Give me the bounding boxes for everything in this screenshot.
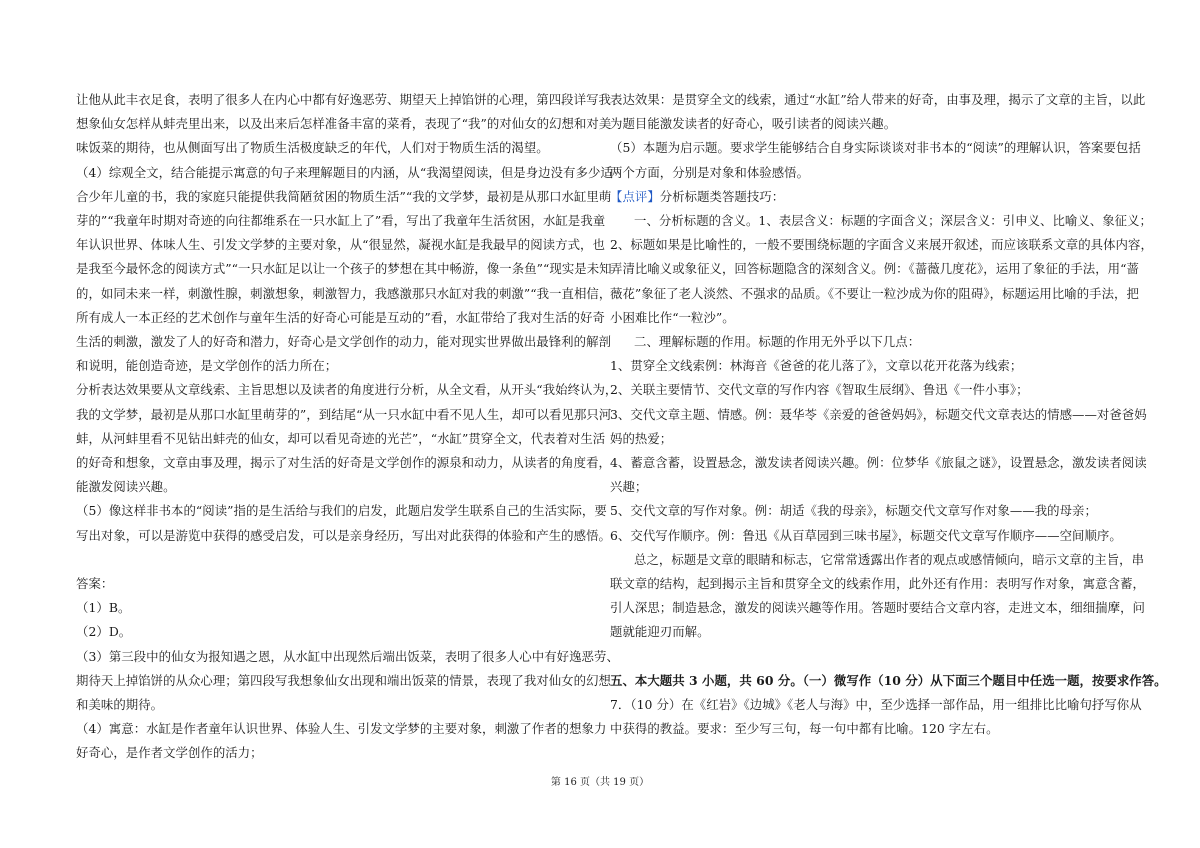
text-line: 薇花”象征了老人淡然、不强求的品质。《不要让一粒沙成为你的阻碍》，标题运用比喻的手法，把 <box>610 285 1139 301</box>
answer-line: （1）B。 <box>76 600 131 616</box>
text-line: 的好奇和想象，文章由事及理，揭示了对生活的好奇是文学创作的源泉和动力，从读者的角度看， <box>76 455 611 471</box>
text-line: 蚌，从河蚌里看不见钻出蚌壳的仙女，却可以看见奇迹的光芒”，“水缸”贯穿全文，代表着对生活 <box>76 430 606 446</box>
list-item: 6、交代写作顺序。例：鲁迅《从百草园到三味书屋》，标题交代文章写作顺序——空间顺序。 <box>610 527 1122 543</box>
text-line: 写出对象，可以是游览中获得的感受启发，可以是亲身经历，写出对此获得的体验和产生的感悟。 <box>76 527 611 543</box>
text-line: 是我至今最怀念的阅读方式”“一只水缸足以让一个孩子的梦想在其中畅游，像一条鱼”“现实是未知 <box>76 261 612 277</box>
section-heading: 二、理解标题的作用。标题的作用无外乎以下几点： <box>634 334 921 350</box>
text-line: 年认识世界、体味人生、引发文学梦的主要对象，从“很显然，凝视水缸是我最早的阅读方式，也 <box>76 237 605 253</box>
text-line: 两个方面，分别是对象和体验感悟。 <box>610 164 810 180</box>
review-tag: 【点评】 <box>610 188 660 204</box>
answer-label: 答案： <box>76 576 114 592</box>
text-line: 和说明，能创造奇迹，是文学创作的活力所在； <box>76 358 338 374</box>
text-line: 芽的”“我童年时期对奇迹的向往都维系在一只水缸上了”看，写出了我童年生活贫困，水缸是我童 <box>76 213 606 229</box>
text-line: 能激发阅读兴趣。 <box>76 479 176 495</box>
text-line: 分析表达效果要从文章线索、主旨思想以及读者的角度进行分析，从全文看，从开头“我始终认为， <box>76 382 618 398</box>
answer-line: 和美味的期待。 <box>76 697 164 713</box>
review-line <box>610 185 1130 209</box>
text-line: 合少年儿童的书，我的家庭只能提供我简陋贫困的物质生活”“我的文学梦，最初是从那口水缸里萌 <box>76 188 612 204</box>
text-line: 为题目能激发读者的好奇心，吸引读者的阅读兴趣。 <box>610 116 897 132</box>
list-item: 4、蓄意含蓄，设置悬念，激发读者阅读兴趣。例：位梦华《旅鼠之谜》，设置悬念，激发读者阅读 <box>610 455 1147 471</box>
text-line: 的，如同未来一样，刺激性腺，刺激想象，刺激智力，我感激那只水缸对我的刺激”“我一直相信， <box>76 285 612 301</box>
right-column <box>610 88 1167 741</box>
summary-line: 总之，标题是文章的眼睛和标志，它常常透露出作者的观点或感情倾向，暗示文章的主旨，串 <box>634 551 1145 567</box>
spacer <box>610 645 1130 669</box>
text-line: 所有成人一本正经的艺术创作与童年生活的好奇心可能是互动的”看，水缸带给了我对生活的好奇 <box>76 309 605 325</box>
answer-line: （2）D。 <box>76 624 132 640</box>
list-item: 1、贯穿全文线索例：林海音《爸爸的花儿落了》，文章以花开花落为线索； <box>610 358 1023 374</box>
text-line: 2、标题如果是比喻性的，一般不要围绕标题的字面含义来展开叙述，而应该联系文章的具体内容， <box>610 237 1153 253</box>
left-column <box>76 88 619 766</box>
text-line: 弄清比喻义或象征义，回答标题隐含的深刻含义。例：《蔷薇几度花》，运用了象征的手法，用“蔷 <box>610 261 1139 277</box>
text-line: （4）综观全文，结合能提示寓意的句子来理解题目的内涵，从“我渴望阅读，但是身边没有多少适 <box>76 164 613 180</box>
summary-line: 题就能迎刃而解。 <box>610 624 710 640</box>
list-item: 3、交代文章主题、情感。例：聂华苓《亲爱的爸爸妈妈》，标题交代文章表达的情感——对爸爸妈 <box>610 406 1147 422</box>
summary-line: 引人深思；制造悬念，激发的阅读兴趣等作用。答题时要结合文章内容，走进文本，细细揣摩，问 <box>610 600 1145 616</box>
text-line: 我的文学梦，最初是从那口水缸里萌芽的”，到结尾“从一只水缸中看不见人生，却可以看见那只河 <box>76 406 612 422</box>
spacer <box>76 548 596 572</box>
review-text: 分析标题类答题技巧： <box>659 188 785 204</box>
answer-line: （3）第三段中的仙女为报知遇之恩，从水缸中出现然后端出饭菜，表明了很多人心中有好逸恶劳、 <box>76 648 619 664</box>
text-line: 让他从此丰衣足食，表明了很多人在内心中都有好逸恶劳、期望天上掉馅饼的心理，第四段详写我 <box>76 92 611 107</box>
text-line: 小困难比作“一粒沙”。 <box>610 309 735 325</box>
list-item: 兴趣； <box>610 479 648 495</box>
answer-line: （4）寓意：水缸是作者童年认识世界、体验人生、引发文学梦的主要对象，刺激了作者的想象力 <box>76 721 607 737</box>
text-line: （5）本题为启示题。要求学生能够结合自身实际谈谈对非书本的“阅读”的理解认识，答案要包括 <box>610 140 1141 156</box>
answer-line: 好奇心，是作者文学创作的活力； <box>76 745 263 761</box>
text-line: 表达效果：是贯穿全文的线索，通过“水缸”给人带来的好奇，由事及理，揭示了文章的主旨，以此 <box>610 92 1146 107</box>
answer-line: 期待天上掉馅饼的从众心理；第四段写我想象仙女出现和端出饭菜的情景，表现了我对仙女的幻想 <box>76 672 611 688</box>
question-line: 中获得的教益。要求：至少写三句，每一句中都有比喻。120 字左右。 <box>610 721 999 737</box>
text-line: 一、分析标题的含义。1、表层含义：标题的字面含义；深层含义：引申义、比喻义、象征义； <box>634 213 1152 229</box>
list-item: 2、关联主要情节、交代文章的写作内容《智取生辰纲》、鲁迅《一件小事》； <box>610 382 1029 398</box>
page-footer: 第 16 页（共 19 页） <box>550 777 650 788</box>
summary-line: 联文章的结构，起到揭示主旨和贯穿全文的线索作用，此外还有作用：表明写作对象，寓意含蓄， <box>610 576 1145 592</box>
text-line: 味饭菜的期待，也从侧面写出了物质生活极度缺乏的年代，人们对于物质生活的渴望。 <box>76 140 549 156</box>
section5-heading: 五、本大题共 3 小题，共 60 分。（一）微写作（10 分）从下面三个题目中任选一题，按要求作答。 <box>610 672 1167 688</box>
question-line: 7．（10 分）在《红岩》《边城》《老人与海》中，至少选择一部作品，用一组排比比喻句抒写你从 <box>610 697 1142 713</box>
text-line: 想象仙女怎样从蚌壳里出来，以及出来后怎样准备丰富的菜肴，表现了“我”的对仙女的幻想和对美 <box>76 116 612 132</box>
text-line: 生活的刺激，激发了人的好奇和潜力，好奇心是文学创作的动力，能对现实世界做出最锋利的解剖 <box>76 334 611 350</box>
text-line: （5）像这样非书本的“阅读”指的是生活给与我们的启发，此题启发学生联系自己的生活实际，要 <box>76 503 607 519</box>
list-item: 妈的热爱； <box>610 430 673 446</box>
list-item: 5、交代文章的写作对象。例：胡适《我的母亲》，标题交代文章写作对象——我的母亲； <box>610 503 1097 519</box>
